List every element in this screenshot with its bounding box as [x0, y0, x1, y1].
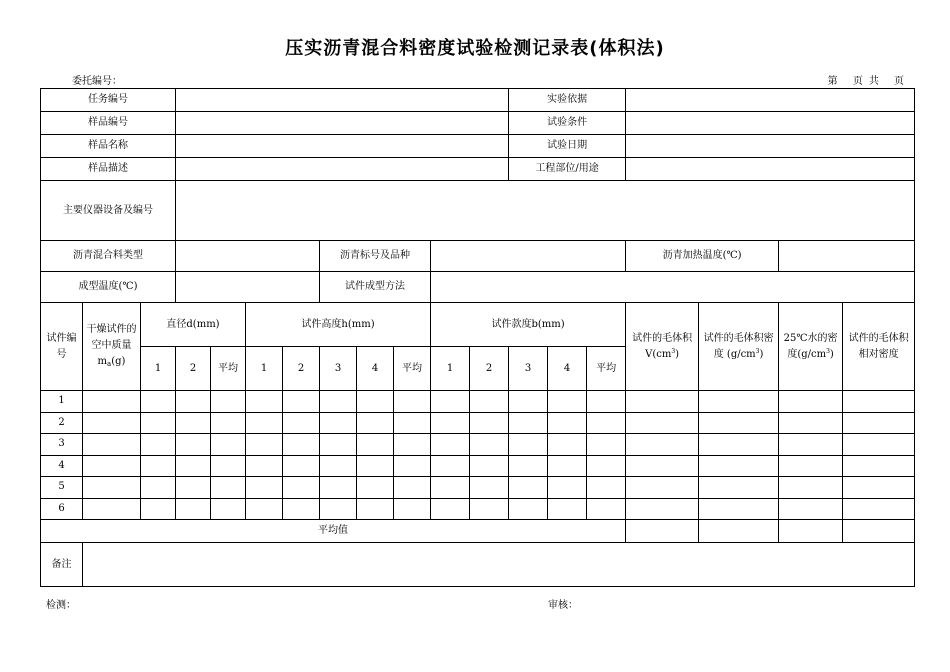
- data-cell[interactable]: [283, 498, 320, 520]
- data-cell[interactable]: [699, 412, 779, 434]
- col-height-1: 1: [246, 347, 283, 391]
- test-condition-label: 试验条件: [509, 112, 626, 135]
- col-bulk-density-sup: 3: [755, 347, 760, 355]
- forming-temp-value[interactable]: [176, 272, 320, 303]
- col-width-1: 1: [431, 347, 470, 391]
- data-cell[interactable]: [141, 477, 176, 499]
- data-cell[interactable]: [509, 391, 548, 413]
- data-cell[interactable]: [470, 498, 509, 520]
- data-cell[interactable]: [470, 455, 509, 477]
- col-diameter-2: 2: [176, 347, 211, 391]
- project-part-label: 工程部位/用途: [509, 158, 626, 181]
- data-cell[interactable]: [176, 412, 211, 434]
- data-cell[interactable]: [83, 412, 141, 434]
- data-cell[interactable]: [626, 391, 699, 413]
- data-cell[interactable]: [283, 391, 320, 413]
- average-label: 平均值: [41, 520, 626, 543]
- remarks-value[interactable]: [83, 543, 915, 587]
- data-cell[interactable]: [470, 412, 509, 434]
- heating-temp-label: 沥青加热温度(℃): [626, 241, 779, 272]
- data-cell[interactable]: [626, 498, 699, 520]
- data-cell[interactable]: [587, 412, 626, 434]
- data-cell[interactable]: [779, 412, 843, 434]
- data-cell[interactable]: [83, 498, 141, 520]
- data-cell[interactable]: [548, 477, 587, 499]
- col-width: 试件款度b(mm): [431, 303, 626, 347]
- sample-name-label: 样品名称: [41, 135, 176, 158]
- data-cell[interactable]: [548, 434, 587, 456]
- data-cell[interactable]: [431, 477, 470, 499]
- asphalt-grade-label: 沥青标号及品种: [320, 241, 431, 272]
- page-number-label: 第 页共 页: [827, 76, 910, 87]
- data-cell[interactable]: [587, 391, 626, 413]
- equipment-value[interactable]: [176, 181, 915, 241]
- data-cell[interactable]: [283, 412, 320, 434]
- col-height-2: 2: [283, 347, 320, 391]
- data-cell[interactable]: [357, 477, 394, 499]
- forming-temp-label: 成型温度(℃): [41, 272, 176, 303]
- specimen-number: 2: [41, 412, 83, 434]
- forming-method-label: 试件成型方法: [320, 272, 431, 303]
- data-cell[interactable]: [246, 434, 283, 456]
- data-cell[interactable]: [141, 498, 176, 520]
- data-cell[interactable]: [699, 391, 779, 413]
- data-cell[interactable]: [176, 434, 211, 456]
- col-volume-end: ): [675, 348, 680, 360]
- data-cell[interactable]: [83, 391, 141, 413]
- data-cell[interactable]: [699, 455, 779, 477]
- data-cell[interactable]: [548, 455, 587, 477]
- forming-method-value[interactable]: [431, 272, 915, 303]
- table-row: [41, 412, 915, 434]
- col-dry-mass: [83, 303, 141, 391]
- sample-desc-label: 样品描述: [41, 158, 176, 181]
- data-cell[interactable]: [246, 477, 283, 499]
- data-cell[interactable]: [357, 391, 394, 413]
- data-cell[interactable]: [843, 455, 915, 477]
- data-cell[interactable]: [431, 498, 470, 520]
- sample-no-label: 样品编号: [41, 112, 176, 135]
- data-cell[interactable]: [626, 434, 699, 456]
- data-cell[interactable]: [509, 477, 548, 499]
- data-cell[interactable]: [176, 498, 211, 520]
- col-specimen-no: 试件编号: [41, 303, 83, 391]
- data-cell[interactable]: [699, 498, 779, 520]
- col-diameter-1: 1: [141, 347, 176, 391]
- col-bulk-density: [699, 303, 779, 391]
- data-cell[interactable]: [394, 391, 431, 413]
- page-title: 压实沥青混合料密度试验检测记录表(体积法): [285, 38, 665, 59]
- data-cell[interactable]: [509, 498, 548, 520]
- average-relative-density[interactable]: [843, 520, 915, 543]
- reviewer-label: 审核：: [548, 600, 578, 611]
- data-cell[interactable]: [211, 434, 246, 456]
- specimen-number: 1: [41, 391, 83, 413]
- data-cell[interactable]: [394, 455, 431, 477]
- task-no-value[interactable]: [176, 89, 509, 112]
- data-cell[interactable]: [548, 412, 587, 434]
- data-cell[interactable]: [699, 477, 779, 499]
- sample-no-value[interactable]: [176, 112, 509, 135]
- col-dry-mass-main: 干燥试件的空中质量m: [86, 324, 137, 368]
- data-cell[interactable]: [357, 455, 394, 477]
- data-cell[interactable]: [283, 477, 320, 499]
- col-width-4: 4: [548, 347, 587, 391]
- table-row: [41, 498, 915, 520]
- data-cell[interactable]: [394, 412, 431, 434]
- data-cell[interactable]: [83, 434, 141, 456]
- tester-label: 检测：: [46, 600, 76, 611]
- data-cell[interactable]: [431, 412, 470, 434]
- data-cell[interactable]: [779, 434, 843, 456]
- average-water-density[interactable]: [779, 520, 843, 543]
- data-cell[interactable]: [83, 455, 141, 477]
- record-table: [40, 88, 915, 587]
- col-dry-mass-unit: (g): [111, 356, 126, 368]
- data-cell[interactable]: [141, 412, 176, 434]
- sample-desc-value[interactable]: [176, 158, 509, 181]
- col-height: 试件高度h(mm): [246, 303, 431, 347]
- data-cell[interactable]: [779, 498, 843, 520]
- col-height-4: 4: [357, 347, 394, 391]
- heating-temp-value[interactable]: [779, 241, 915, 272]
- data-cell[interactable]: [176, 477, 211, 499]
- col-water-density: [779, 303, 843, 391]
- data-cell[interactable]: [626, 412, 699, 434]
- col-water-density-sup: 3: [826, 347, 830, 355]
- test-date-value[interactable]: [626, 135, 915, 158]
- data-cell[interactable]: [509, 455, 548, 477]
- col-bulk-density-end: ): [759, 348, 764, 360]
- table-row: [41, 455, 915, 477]
- data-cell[interactable]: [141, 391, 176, 413]
- col-volume-sup: 3: [671, 347, 676, 355]
- data-cell[interactable]: [509, 412, 548, 434]
- test-basis-label: 实验依据: [509, 89, 626, 112]
- data-cell[interactable]: [587, 434, 626, 456]
- data-cell[interactable]: [843, 412, 915, 434]
- col-volume: [626, 303, 699, 391]
- sample-name-value[interactable]: [176, 135, 509, 158]
- col-volume-main: 试件的毛体积V(cm: [632, 332, 693, 360]
- specimen-number: 4: [41, 455, 83, 477]
- data-cell[interactable]: [470, 391, 509, 413]
- data-cell[interactable]: [394, 477, 431, 499]
- equipment-label: 主要仪器设备及编号: [41, 181, 176, 241]
- col-diameter-avg: 平均: [211, 347, 246, 391]
- data-cell[interactable]: [431, 455, 470, 477]
- data-cell[interactable]: [320, 477, 357, 499]
- data-cell[interactable]: [509, 434, 548, 456]
- data-cell[interactable]: [320, 434, 357, 456]
- data-cell[interactable]: [548, 498, 587, 520]
- data-cell[interactable]: [283, 434, 320, 456]
- data-cell[interactable]: [320, 412, 357, 434]
- data-cell[interactable]: [211, 455, 246, 477]
- mix-type-value[interactable]: [176, 241, 320, 272]
- specimen-number: 3: [41, 434, 83, 456]
- data-cell[interactable]: [283, 455, 320, 477]
- table-row: [41, 434, 915, 456]
- task-no-label: 任务编号: [41, 89, 176, 112]
- remarks-label: 备注: [41, 543, 83, 587]
- test-date-label: 试验日期: [509, 135, 626, 158]
- data-cell[interactable]: [320, 391, 357, 413]
- data-cell[interactable]: [320, 498, 357, 520]
- specimen-rows: [41, 391, 915, 520]
- data-cell[interactable]: [470, 477, 509, 499]
- specimen-number: 6: [41, 498, 83, 520]
- data-cell[interactable]: [357, 498, 394, 520]
- data-cell[interactable]: [587, 477, 626, 499]
- data-cell[interactable]: [394, 498, 431, 520]
- data-cell[interactable]: [246, 455, 283, 477]
- data-cell[interactable]: [779, 477, 843, 499]
- data-cell[interactable]: [246, 498, 283, 520]
- mix-type-label: 沥青混合料类型: [41, 241, 176, 272]
- data-cell[interactable]: [176, 391, 211, 413]
- data-cell[interactable]: [470, 434, 509, 456]
- test-condition-value[interactable]: [626, 112, 915, 135]
- data-cell[interactable]: [211, 412, 246, 434]
- data-cell[interactable]: [246, 412, 283, 434]
- data-cell[interactable]: [779, 391, 843, 413]
- data-cell[interactable]: [779, 455, 843, 477]
- table-row: [41, 477, 915, 499]
- col-water-density-end: ): [829, 348, 834, 360]
- data-cell[interactable]: [843, 477, 915, 499]
- data-cell[interactable]: [843, 434, 915, 456]
- col-diameter: 直径d(mm): [141, 303, 246, 347]
- data-cell[interactable]: [320, 455, 357, 477]
- col-bulk-density-main: 试件的毛体积密度 (g/cm: [703, 332, 774, 360]
- data-cell[interactable]: [246, 391, 283, 413]
- data-cell[interactable]: [548, 391, 587, 413]
- col-relative-density: 试件的毛体积相对密度: [843, 303, 915, 391]
- col-width-3: 3: [509, 347, 548, 391]
- test-basis-value[interactable]: [626, 89, 915, 112]
- project-part-value[interactable]: [626, 158, 915, 181]
- asphalt-grade-value[interactable]: [431, 241, 626, 272]
- average-volume[interactable]: [626, 520, 699, 543]
- data-cell[interactable]: [141, 455, 176, 477]
- data-cell[interactable]: [394, 434, 431, 456]
- data-cell[interactable]: [843, 391, 915, 413]
- col-dry-mass-sub: a: [107, 360, 112, 369]
- data-cell[interactable]: [357, 412, 394, 434]
- data-cell[interactable]: [431, 434, 470, 456]
- data-cell[interactable]: [211, 477, 246, 499]
- col-height-3: 3: [320, 347, 357, 391]
- data-cell[interactable]: [587, 455, 626, 477]
- data-cell[interactable]: [431, 391, 470, 413]
- data-cell[interactable]: [587, 498, 626, 520]
- specimen-number: 5: [41, 477, 83, 499]
- data-cell[interactable]: [626, 455, 699, 477]
- data-cell[interactable]: [357, 434, 394, 456]
- data-cell[interactable]: [211, 498, 246, 520]
- data-cell[interactable]: [211, 391, 246, 413]
- col-width-2: 2: [470, 347, 509, 391]
- client-number-label: 委托编号：: [72, 76, 122, 87]
- col-width-avg: 平均: [587, 347, 626, 391]
- data-cell[interactable]: [176, 455, 211, 477]
- col-water-density-main: 25℃水的密度(g/cm: [783, 332, 838, 360]
- data-cell[interactable]: [141, 434, 176, 456]
- table-row: [41, 391, 915, 413]
- average-bulk-density[interactable]: [699, 520, 779, 543]
- data-cell[interactable]: [843, 498, 915, 520]
- data-cell[interactable]: [626, 477, 699, 499]
- data-cell[interactable]: [83, 477, 141, 499]
- col-height-avg: 平均: [394, 347, 431, 391]
- data-cell[interactable]: [699, 434, 779, 456]
